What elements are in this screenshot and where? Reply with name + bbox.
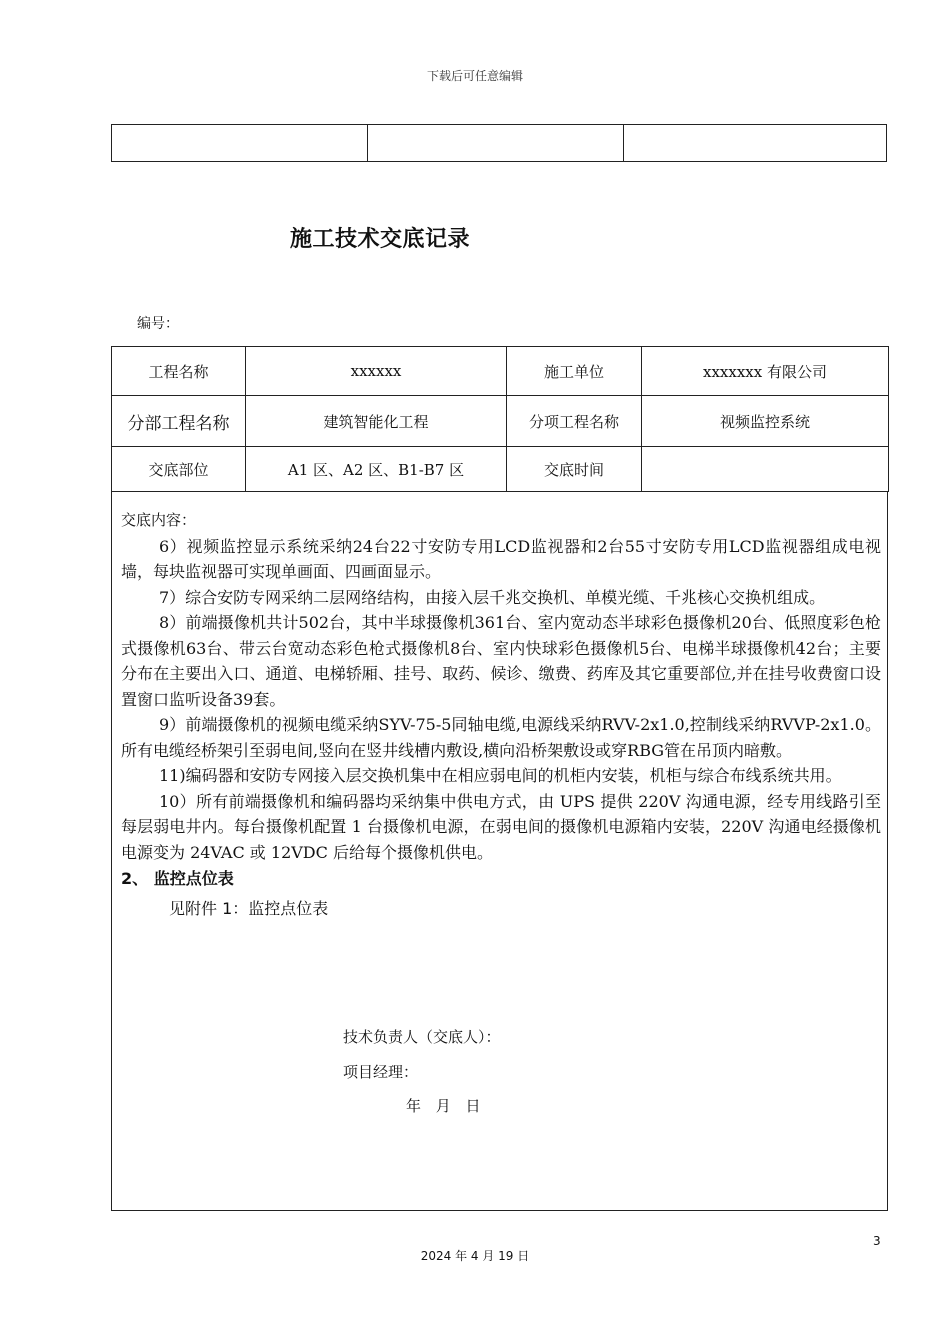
page-title: 施工技术交底记录: [290, 227, 471, 252]
table-row: [112, 447, 889, 492]
division-value: 建筑智能化工程: [246, 396, 507, 447]
paragraph-6: 6）视频监控显示系统采纳24台22寸安防专用LCD监视器和2台55寸安防专用LCD监视器组成电视墙，每块监视器可实现单画面、四画面显示。: [121, 536, 881, 581]
briefing-content: [121, 508, 881, 921]
project-info-table: [111, 346, 889, 492]
paragraph-10: 10）所有前端摄像机和编码器均采纳集中供电方式，由 UPS 提供 220V 沟通电源，经专用线路引至每层弱电井内。每台摄像机配置 1 台摄像机电源，在弱电间的摄像机电源箱内安装，220V 沟通电经摄像机电源变为 24VAC 或 12VDC 后给每个摄像机供电。: [121, 791, 881, 862]
paragraph-11: 11)编码器和安防专网接入层交换机集中在相应弱电间的机柜内安装，机柜与综合布线系统共用。: [159, 766, 842, 785]
project-name-label: 工程名称: [112, 347, 246, 396]
location-value: A1 区、A2 区、B1-B7 区: [246, 447, 507, 492]
contractor-label: 施工单位: [507, 347, 642, 396]
project-name-value: xxxxxx: [246, 347, 507, 396]
project-manager-signature: 项目经理：: [343, 1063, 419, 1081]
subitem-label: 分项工程名称: [507, 396, 642, 447]
content-intro: 交底内容：: [121, 511, 197, 529]
header-note: 下载后可任意编辑: [426, 69, 523, 83]
top-table-cell: [112, 125, 368, 161]
footer-date: 2024 年 4 月 19 日: [420, 1249, 530, 1263]
top-table-cell: [368, 125, 624, 161]
location-label: 交底部位: [112, 447, 246, 492]
paragraph-7: 7）综合安防专网采纳二层网络结构，由接入层千兆交换机、单模光缆、千兆核心交换机组成。: [159, 587, 826, 607]
time-label: 交底时间: [507, 447, 642, 492]
division-label: 分部工程名称: [112, 396, 246, 447]
document-number-label: 编号：: [137, 316, 179, 332]
time-value: [642, 447, 889, 492]
paragraph-9: 9）前端摄像机的视频电缆采纳SYV-75-5同轴电缆,电源线采纳RVV-2x1.0,控制线采纳RVVP-2x1.0。所有电缆经桥架引至弱电间,竖向在竖井线槽内敷设,横向沿桥架敷设或穿RBG管在吊顶内暗敷。: [121, 715, 881, 760]
attachment-note: 见附件 1：监控点位表: [169, 898, 329, 918]
paragraph-8: 8）前端摄像机共计502台，其中半球摄像机361台、室内宽动态半球彩色摄像机20台、低照度彩色枪式摄像机63台、带云台宽动态彩色枪式摄像机8台、室内快球彩色摄像机5台、电梯半球摄像机42台；主要分布在主要出入口、通道、电梯轿厢、挂号、取药、候诊、缴费、药库及其它重要部位,并在挂号收费窗口设置窗口监听设备39套。: [121, 613, 881, 709]
contractor-value: xxxxxxx 有限公司: [642, 347, 889, 396]
table-row: [112, 347, 889, 396]
table-row: [112, 396, 889, 447]
top-table-cell: [624, 125, 886, 161]
top-empty-table: [111, 124, 887, 162]
page-number: 3: [873, 1234, 881, 1248]
section-2-heading: 2、 监控点位表: [121, 869, 234, 888]
tech-lead-signature: 技术负责人（交底人）：: [343, 1028, 501, 1046]
subitem-value: 视频监控系统: [642, 396, 889, 447]
signature-date: 年 月 日: [406, 1097, 481, 1115]
